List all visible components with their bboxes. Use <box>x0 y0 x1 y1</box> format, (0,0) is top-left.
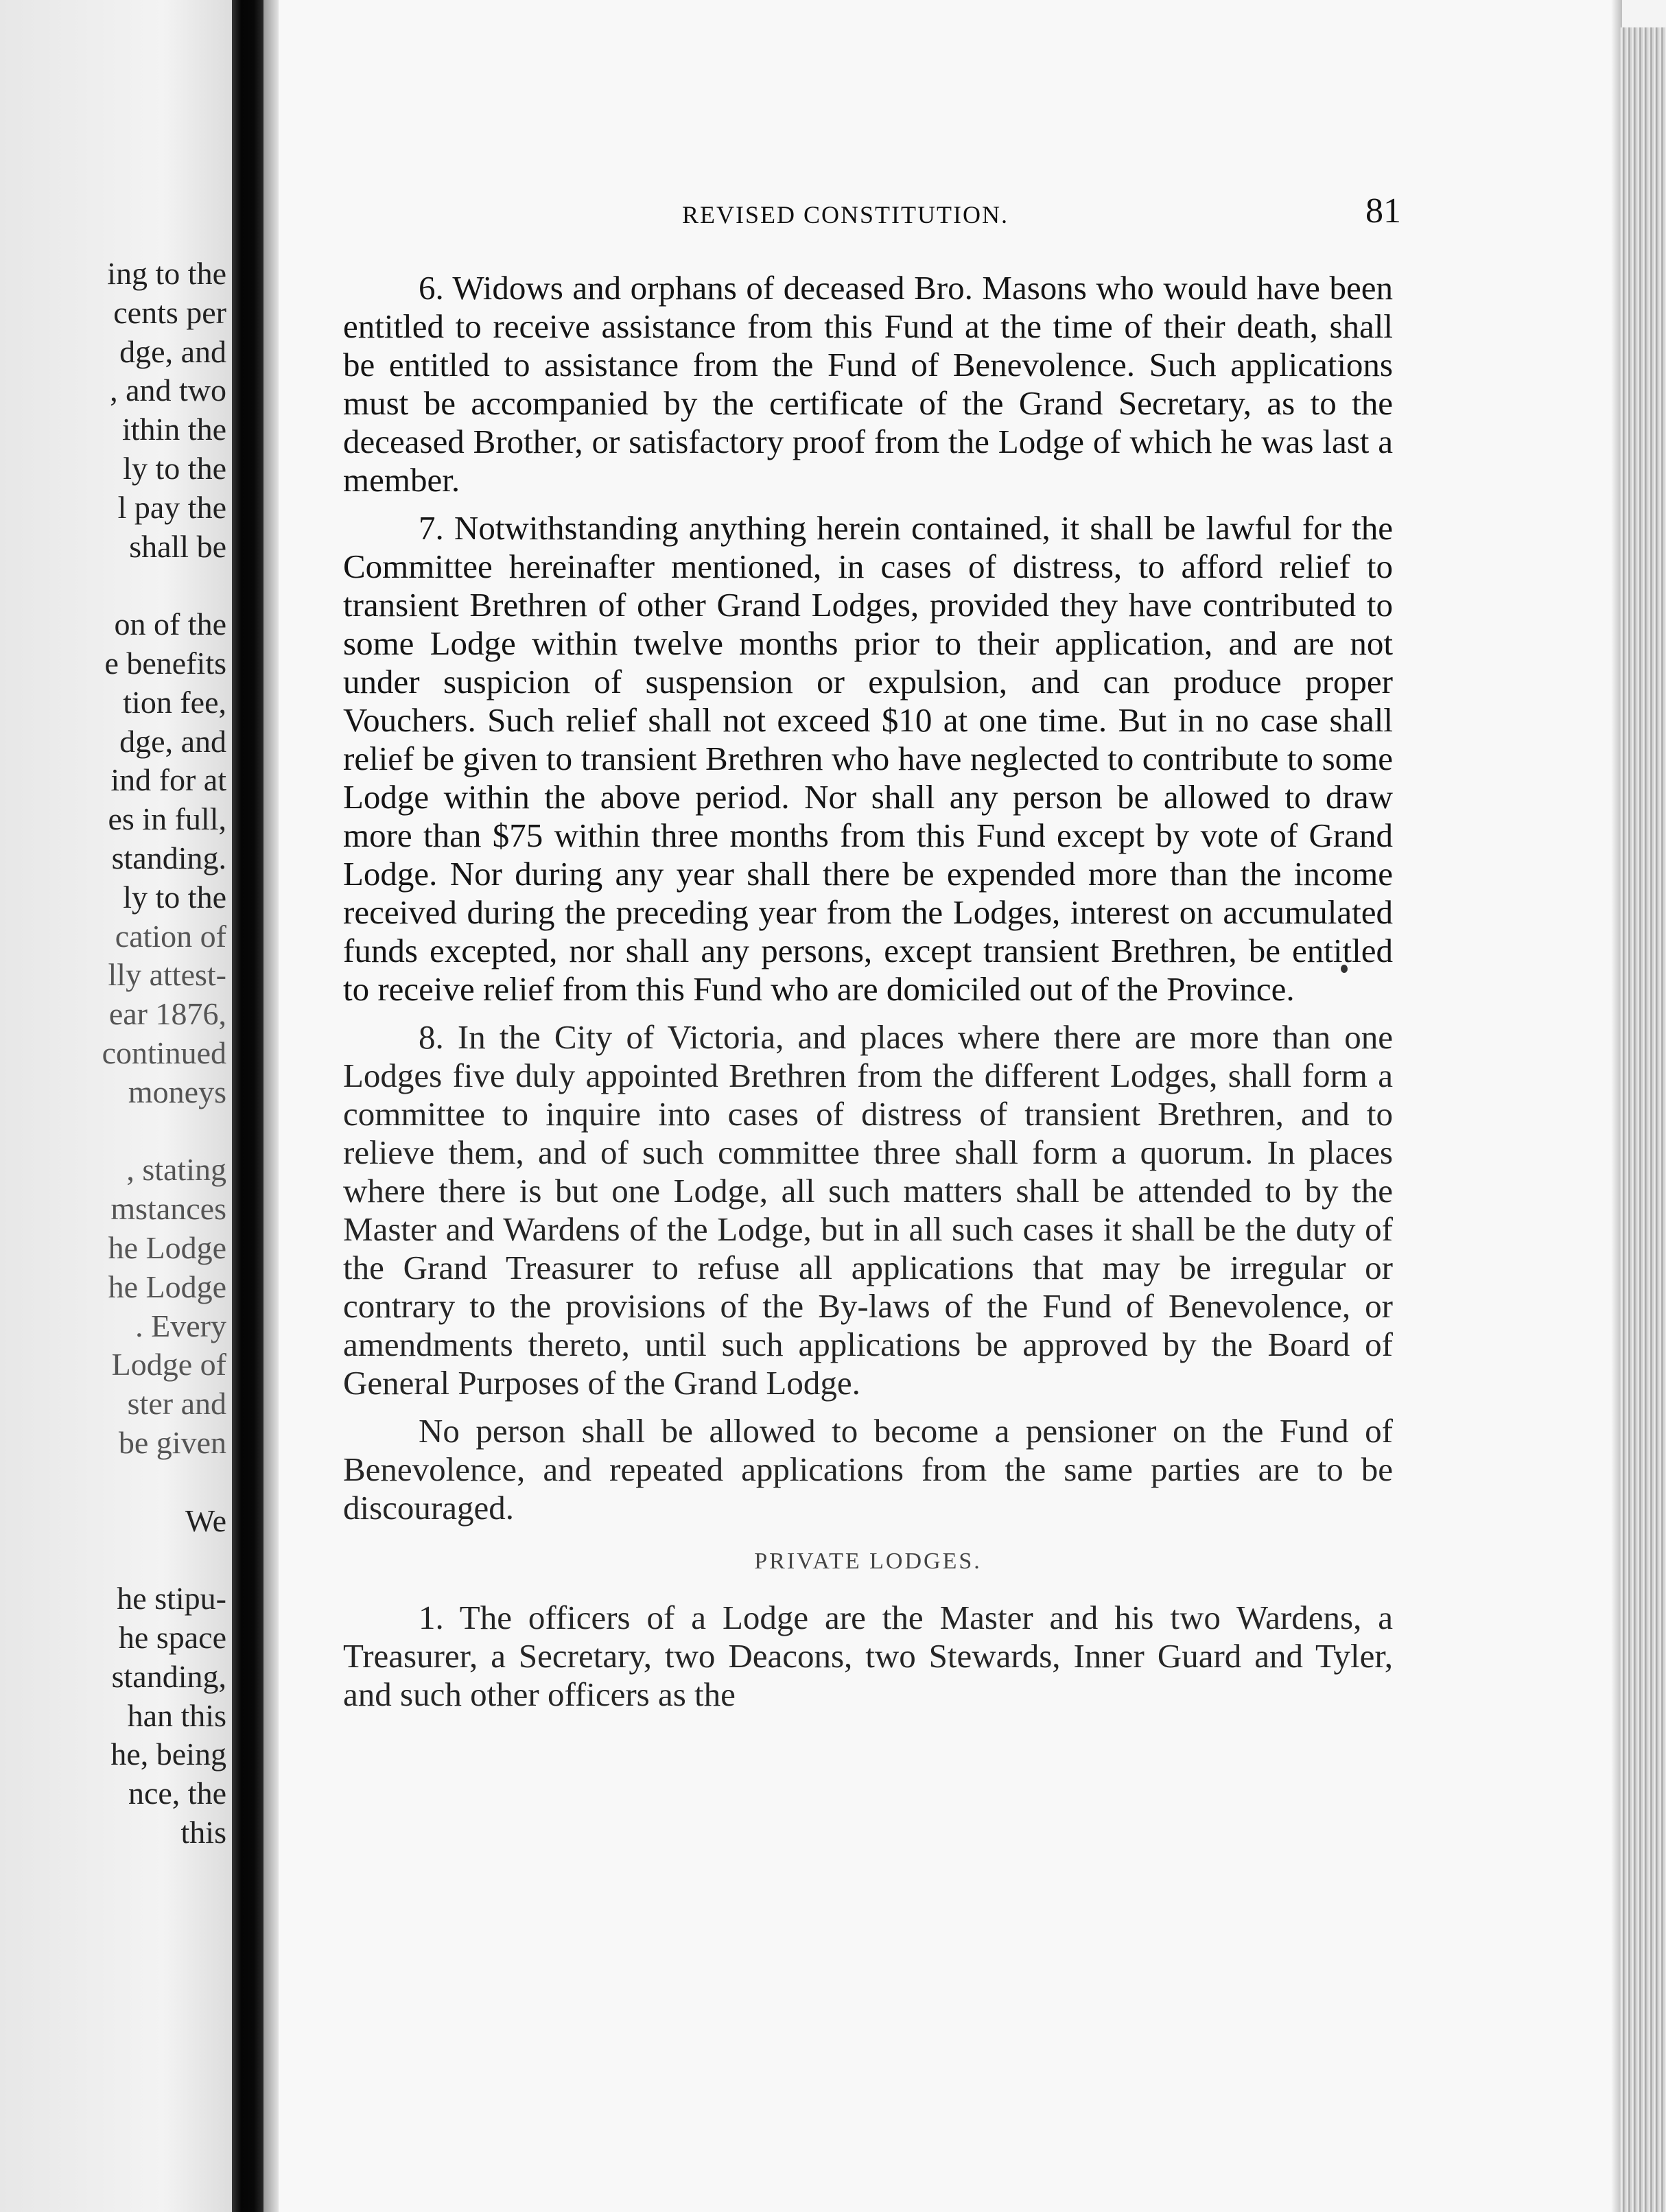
left-page-line: shall be <box>129 528 226 564</box>
left-page-line: ly to the <box>123 879 226 915</box>
gutter-highlight <box>263 0 280 2212</box>
left-page-line: ly to the <box>123 451 226 486</box>
left-page-line: tion fee, <box>123 684 226 720</box>
left-page-line: be given <box>118 1425 226 1460</box>
left-page-line: mstances <box>110 1191 226 1227</box>
paragraph-pensioner: No person shall be allowed to become a pensioner on the Fund of Benevolence, and repeated applications from the same parties are to be discouraged. <box>343 1412 1393 1527</box>
left-page-line: dge, and <box>119 333 226 369</box>
paragraph-7: 7. Notwithstanding anything herein contained, it shall be lawful for the Committee hereinafter mentioned, in cases of distress, to afford relief to transient Brethren of other Grand Lodges, provided they have contributed to some Lodge within twelve months prior to their application, and are not under suspicion of suspension or expulsion, and can produce proper Vouchers. Such relief shall not exceed $10 at one time. But in no case shall relief be given to transient Brethren who have neglected to contribute to some Lodge within the above period. Nor shall any person be allowed to draw more than $75 within three months from this Fund except by vote of Grand Lodge. Nor during any year shall there be expended more than the income received during the preceding year from the Lodges, interest on accumulated funds excepted, nor shall any persons, except transient Brethren, be entitled to receive relief from this Fund who are domiciled out of the Province. <box>343 509 1393 1008</box>
left-page-line: he Lodge <box>108 1230 226 1265</box>
left-page-line: he stipu- <box>117 1581 226 1616</box>
body-text <box>343 269 1393 1723</box>
left-page-line: , stating <box>126 1152 226 1188</box>
section-heading: PRIVATE LODGES. <box>754 1549 982 1574</box>
left-page-line: this <box>180 1815 226 1850</box>
left-page-line: nce, the <box>128 1776 226 1811</box>
left-page-line: ind for at <box>110 762 226 798</box>
left-page-line: l pay the <box>117 489 226 525</box>
left-page-line: ster and <box>127 1386 226 1422</box>
left-page-line: standing. <box>111 840 226 875</box>
left-page-line: dge, and <box>119 723 226 759</box>
left-page-line: he, being <box>110 1737 226 1772</box>
left-page-line: ear 1876, <box>108 996 226 1032</box>
left-page-line: on of the <box>114 607 226 642</box>
paragraph-officers: 1. The officers of a Lodge are the Master and his two Wardens, a Treasurer, a Secretary, two Deacons, two Stewards, Inner Guard and Tyler, and such other officers as the <box>343 1599 1393 1713</box>
page-number: 81 <box>1365 191 1401 231</box>
left-page-line: he Lodge <box>108 1269 226 1304</box>
book-gutter <box>232 0 263 2212</box>
left-page-line: , and two <box>110 373 226 408</box>
left-page-line: continued <box>102 1035 226 1070</box>
left-page-line: ing to the <box>107 256 226 291</box>
left-page <box>0 0 233 2212</box>
left-page-line: e benefits <box>104 646 226 681</box>
left-page-line: We <box>185 1503 226 1538</box>
left-page-line: ithin the <box>121 412 226 447</box>
running-head: REVISED CONSTITUTION. <box>682 201 1009 228</box>
left-page-line: moneys <box>128 1074 226 1109</box>
page-header <box>399 191 1401 243</box>
left-page-line: es in full, <box>108 801 226 837</box>
left-page-line: he space <box>118 1620 226 1655</box>
left-page-line: . Every <box>135 1308 226 1343</box>
paragraph-8: 8. In the City of Victoria, and places where there are more than one Lodges five duly appointed Brethren from the different Lodges, shall form a committee to inquire into cases of distress of transient Brethren, and to relieve them, and of such committee three shall form a quorum. In places where there is but one Lodge, all such matters shall be attended to by the Master and Wardens of the Lodge, but in all such cases it shall be the duty of the Grand Treasurer to refuse all applications that may be irregular or contrary to the provisions of the By-laws of the Fund of Benevolence, or amendments thereto, until such applications be approved by the Board of General Purposes of the Grand Lodge. <box>343 1018 1393 1402</box>
left-page-line: cation of <box>115 918 226 954</box>
book-page-edge <box>1620 27 1666 2212</box>
left-page-line: lly attest- <box>108 957 226 993</box>
left-page-line: cents per <box>113 294 226 330</box>
left-page-line: han this <box>127 1697 226 1733</box>
paragraph-6: 6. Widows and orphans of deceased Bro. Masons who would have been entitled to receive assistance from this Fund at the time of their death, shall be entitled to assistance from the Fund of Benevolence. Such applications must be accompanied by the certificate of the Grand Secretary, as to the deceased Brother, or satisfactory proof from the Lodge of which he was last a member. <box>343 269 1393 499</box>
left-page-line: Lodge of <box>111 1347 226 1382</box>
left-page-line: standing, <box>111 1658 226 1694</box>
